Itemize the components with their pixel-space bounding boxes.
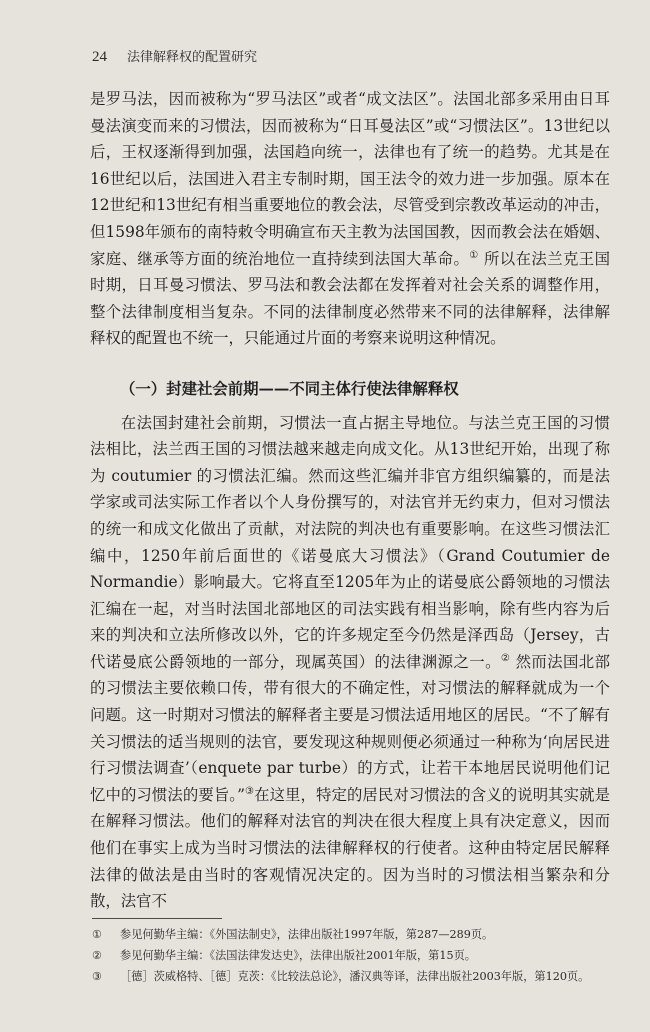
footnote-ref-3: ③: [244, 785, 255, 797]
footnote-3-mark: ③: [92, 970, 103, 983]
paragraph-2-text-c: 在这里，特定的居民对习惯法的含义的说明其实就是在解释习惯法。他们的解释对法官的判决在很大程度上具有决定意义，因而他们在事实上成为当时习惯法的法律解释权的行使者。这种由特定居民解释法律的做法是由当时的客观情况决定的。因为当时的习惯法相当繁杂和分散，法官不: [90, 785, 610, 911]
paragraph-1-continuation: 所以在法兰克王国时期，日耳曼习惯法、罗马法和教会法都在发挥着对社会关系的调整作用，整个法律制度相当复杂。不同的法律制度必然带来不同的法律解释，法律解释权的配置也不统一，只能通过片面的考察来说明这种情况。: [90, 249, 610, 348]
footnote-3: [92, 966, 612, 987]
paragraph-2-text-b: 然而法国北部的习惯法主要依赖口传，带有很大的不确定性，对习惯法的解释就成为一个问题。这一时期对习惯法的解释者主要是习惯法适用地区的居民。“不了解有关习惯法的适当规则的法官，要发现这种规则便必须通过一种称为‘向居民进行习惯法调查’（enquete par turbe）的方式，让若干本地居民说明他们记忆中的习惯法的要旨。”: [90, 652, 610, 804]
paragraph-1-text: 是罗马法，因而被称为“罗马法区”或者“成文法区”。法国北部多采用由日耳曼法演变而来的习惯法，因而被称为“日耳曼法区”或“习惯法区”。13世纪以后，王权逐渐得到加强，法国趋向统一，法律也有了统一的趋势。尤其是在16世纪以后，法国进入君主专制时期，国王法令的效力进一步加强。原本在12世纪和13世纪有相当重要地位的教会法，尽管受到宗教改革运动的冲击，但1598年颁布的南特敕令明确宣布天主教为法国国教，因而教会法在婚姻、家庭、继承等方面的统治地位一直持续到法国大革命。: [90, 90, 610, 268]
running-header: [92, 46, 590, 68]
paragraph-1: [90, 86, 610, 352]
footnote-2-text: 参见何勤华主编：《法国法律发达史》，法律出版社2001年版，第15页。: [120, 949, 476, 962]
footnote-ref-2: ②: [500, 652, 511, 664]
running-title: 法律解释权的配置研究: [127, 50, 258, 65]
footnote-2-mark: ②: [92, 949, 103, 962]
footnote-1-mark: ①: [92, 928, 103, 941]
paragraph-2-text-a: 在法国封建社会前期，习惯法一直占据主导地位。与法兰克王国的习惯法相比，法兰西王国的习惯法越来越走向成文化。从13世纪开始，出现了称为 coutumier 的习惯法汇编。然而这些汇编并非官方组织编纂的，而是法学家或司法实际工作者以个人身份撰写的，对法官并无约束力，但对习惯法的统一和成文化做出了贡献，对法院的判决也有重要影响。在这些习惯法汇编中，1250年前后面世的《诺曼底大习惯法》（Grand Coutumier de Normandie）影响最大。它将直至1205年为止的诺曼底公爵领地的习惯法汇编在一起，对当时法国北部地区的司法实践有相当影响，除有些内容为后来的判决和立法所修改以外，它的许多规定至今仍然是泽西岛（Jersey，古代诺曼底公爵领地的一部分，现属英国）的法律渊源之一。: [90, 413, 610, 671]
paragraph-2: [90, 410, 610, 915]
footnote-1: [92, 924, 612, 945]
footnotes: [92, 924, 612, 987]
footnote-2: [92, 945, 612, 966]
footnote-divider: [92, 918, 222, 919]
body-text: [90, 86, 610, 915]
section-heading: （一）封建社会前期——不同主体行使法律解释权: [120, 379, 459, 398]
page-number: 24: [92, 49, 107, 65]
footnote-3-text: ［德］茨威格特、［德］克茨：《比较法总论》，潘汉典等译，法律出版社2003年版，第120页。: [120, 970, 590, 983]
footnote-1-text: 参见何勤华主编：《外国法制史》，法律出版社1997年版，第287—289页。: [120, 928, 494, 941]
footnote-ref-1: ①: [469, 249, 479, 261]
